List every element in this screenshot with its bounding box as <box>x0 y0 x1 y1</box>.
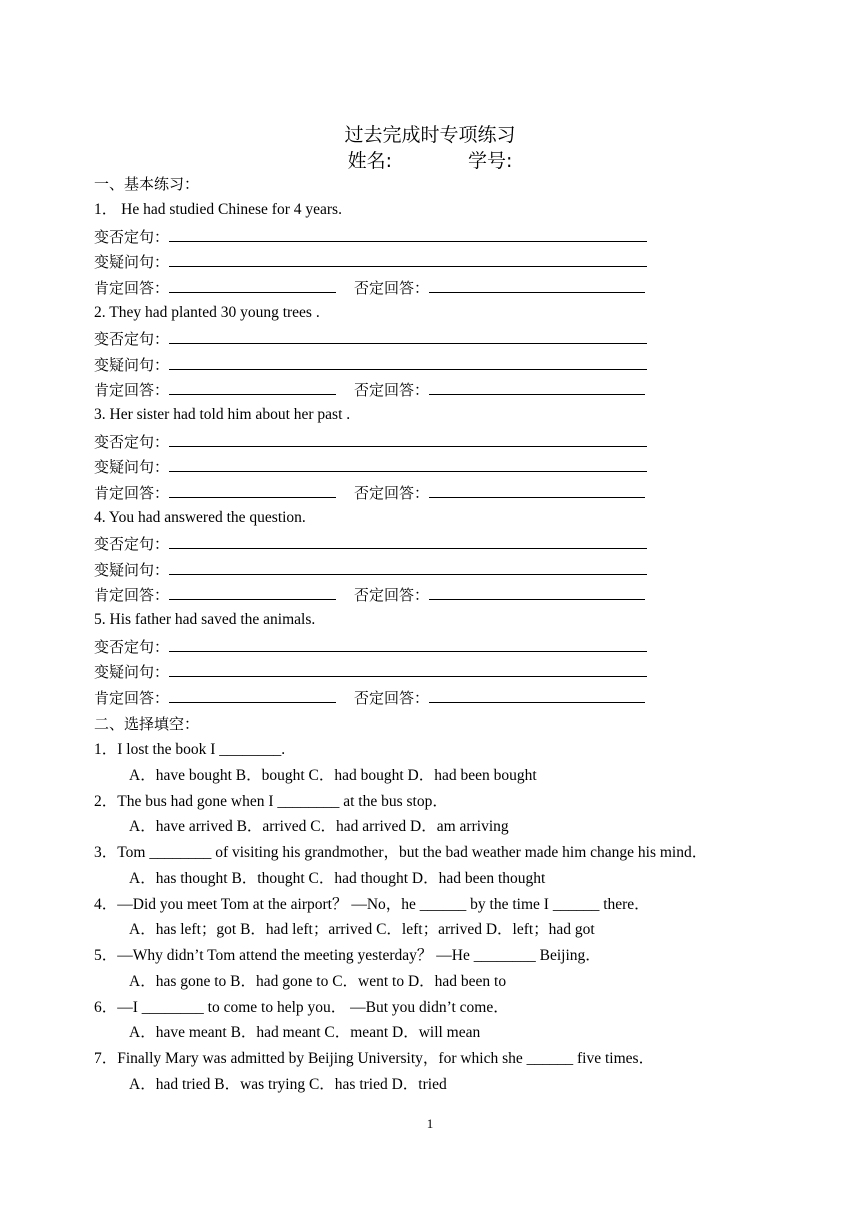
mcq-question: 7．Finally Mary was admitted by Beijing University，for which she ______ five times． <box>94 1050 655 1067</box>
section-2-heading: 二、选择填空： <box>94 715 200 733</box>
question-row <box>94 456 647 478</box>
negative-row <box>94 328 647 350</box>
no-label: 否定回答： <box>354 688 430 707</box>
yes-blank[interactable] <box>169 379 336 395</box>
answer-row <box>94 379 645 401</box>
mcq-options: A．have arrived B．arrived C．had arrived D．am arriving <box>129 818 509 835</box>
yes-label: 肯定回答： <box>94 586 170 604</box>
no-blank[interactable] <box>429 687 645 703</box>
negative-blank[interactable] <box>169 533 647 549</box>
exercise-sentence: 1． He had studied Chinese for 4 years. <box>94 201 342 218</box>
exercise-sentence: 4. You had answered the question. <box>94 508 306 526</box>
answer-row <box>94 482 645 504</box>
page-number: 1 <box>426 1116 434 1131</box>
no-label: 否定回答： <box>354 381 430 399</box>
negative-blank[interactable] <box>169 226 647 242</box>
negative-row <box>94 226 647 248</box>
mcq-options: A．had tried B．was trying C．has tried D．tried <box>129 1075 447 1093</box>
question-label: 变疑问句： <box>94 355 170 374</box>
question-label: 变疑问句： <box>94 560 170 579</box>
question-row <box>94 559 647 581</box>
negative-row <box>94 431 647 453</box>
yes-label: 肯定回答： <box>94 483 170 502</box>
no-blank[interactable] <box>429 584 645 600</box>
exercise-sentence: 3. Her sister had told him about her past . <box>94 406 351 423</box>
negative-blank[interactable] <box>169 636 647 652</box>
negative-row <box>94 636 647 658</box>
question-blank[interactable] <box>169 559 647 575</box>
yes-blank[interactable] <box>169 584 336 600</box>
negative-label: 变否定句： <box>94 432 170 451</box>
mcq-question: 1．I lost the book I ________. <box>94 741 286 758</box>
mcq-question: 6．—I ________ to come to help you． —But you didn’t come． <box>94 998 509 1016</box>
no-blank[interactable] <box>429 277 645 293</box>
name-label: 姓名: <box>347 150 392 172</box>
no-label: 否定回答： <box>354 278 430 297</box>
question-blank[interactable] <box>169 251 647 267</box>
question-blank[interactable] <box>169 354 647 370</box>
no-label: 否定回答： <box>354 483 430 502</box>
mcq-question: 2．The bus had gone when I ________ at the bus stop． <box>94 792 448 810</box>
negative-label: 变否定句： <box>94 535 170 553</box>
mcq-question: 5．—Why didn’t Tom attend the meeting yesterday？ —He ________ Beijing． <box>94 947 601 964</box>
yes-blank[interactable] <box>169 277 336 293</box>
negative-blank[interactable] <box>169 328 647 344</box>
exercise-sentence: 2. They had planted 30 young trees . <box>94 303 320 321</box>
mcq-options: A．have bought B．bought C．had bought D．had been bought <box>129 766 537 784</box>
answer-row <box>94 277 645 299</box>
mcq-options: A．has left；got B．had left；arrived C．left；arrived D．left；had got <box>129 921 595 938</box>
negative-label: 变否定句： <box>94 227 170 246</box>
negative-label: 变否定句： <box>94 330 170 348</box>
question-label: 变疑问句： <box>94 253 170 271</box>
mcq-options: A．has gone to B．had gone to C．went to D．had been to <box>129 972 507 990</box>
negative-label: 变否定句： <box>94 637 170 656</box>
yes-label: 肯定回答： <box>94 688 170 707</box>
section-1-heading: 一、基本练习： <box>94 175 200 193</box>
yes-blank[interactable] <box>169 687 336 703</box>
no-blank[interactable] <box>429 482 645 498</box>
question-row <box>94 661 647 683</box>
exercise-sentence: 5. His father had saved the animals. <box>94 611 316 628</box>
no-label: 否定回答： <box>354 586 430 604</box>
mcq-options: A．has thought B．thought C．had thought D．had been thought <box>129 869 546 887</box>
mcq-question: 4．—Did you meet Tom at the airport？ —No，he ______ by the time I ______ there． <box>94 895 650 913</box>
yes-label: 肯定回答： <box>94 381 170 399</box>
question-label: 变疑问句： <box>94 458 170 476</box>
name-id-row <box>0 146 860 173</box>
question-blank[interactable] <box>169 661 647 677</box>
question-row <box>94 354 647 376</box>
negative-row <box>94 533 647 555</box>
yes-blank[interactable] <box>169 482 336 498</box>
question-row <box>94 251 647 273</box>
page-title: 过去完成时专项练习 <box>344 124 516 146</box>
answer-row <box>94 584 645 606</box>
mcq-options: A．have meant B．had meant C．meant D．will mean <box>129 1024 481 1041</box>
negative-blank[interactable] <box>169 431 647 447</box>
id-label: 学号: <box>468 150 513 172</box>
answer-row <box>94 687 645 709</box>
yes-label: 肯定回答： <box>94 278 170 297</box>
question-blank[interactable] <box>169 456 647 472</box>
no-blank[interactable] <box>429 379 645 395</box>
question-label: 变疑问句： <box>94 663 170 681</box>
mcq-question: 3．Tom ________ of visiting his grandmother，but the bad weather made him change his mind． <box>94 844 708 861</box>
